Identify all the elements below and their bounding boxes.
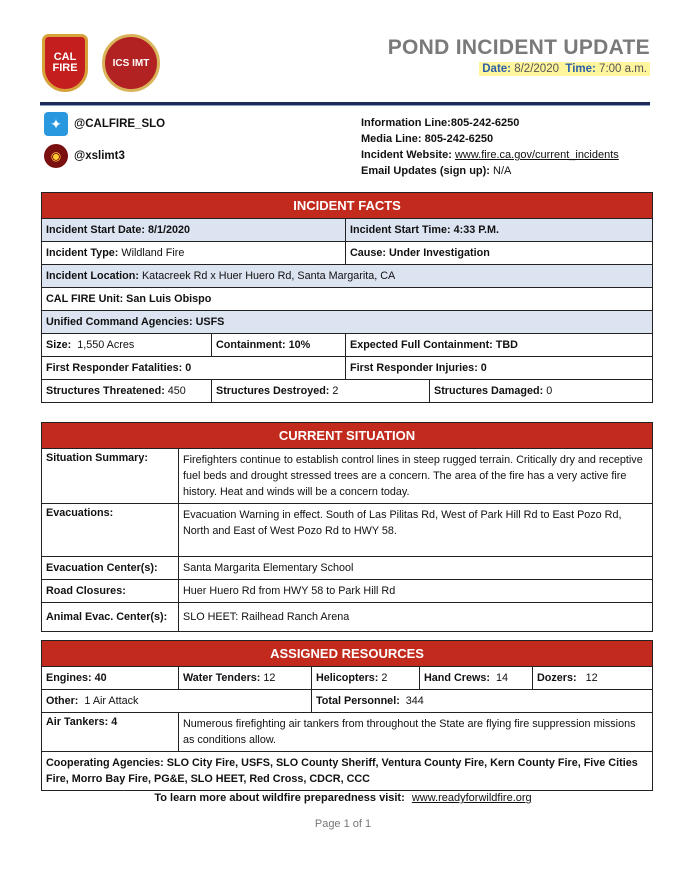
structures-damaged-label: Structures Damaged: <box>434 385 544 397</box>
evacuations-value: Evacuation Warning in effect. South of Las Pilitas Rd, West of Park Hill Rd to East Pozo Rd, North and East of West Pozo Rd to HWY 58. <box>179 504 653 557</box>
structures-threatened <box>42 380 212 403</box>
helicopters-value: 2 <box>381 672 388 684</box>
website-line <box>361 147 619 163</box>
twitter-contact[interactable] <box>44 112 165 136</box>
expected-full-containment: Expected Full Containment: TBD <box>346 334 653 357</box>
dozers <box>533 667 653 690</box>
first-responder-injuries: First Responder Injuries: 0 <box>346 357 653 380</box>
current-situation-heading: CURRENT SITUATION <box>42 423 653 449</box>
situation-summary-label: Situation Summary: <box>42 449 179 504</box>
imt-logo-text: ICS IMT <box>112 57 150 69</box>
cal-fire-logo <box>42 34 88 92</box>
water-tenders <box>179 667 312 690</box>
assigned-resources-table <box>41 640 653 791</box>
imt-logo <box>102 34 160 92</box>
website-link[interactable]: www.fire.ca.gov/current_incidents <box>454 149 619 161</box>
unified-command-agencies: Unified Command Agencies: USFS <box>42 311 653 334</box>
date-value: 8/2/2020 <box>514 63 559 75</box>
website-label: Incident Website: <box>361 149 452 161</box>
helicopters <box>312 667 420 690</box>
other-resources-value: 1 Air Attack <box>84 695 139 707</box>
cal-fire-logo-text: CAL FIRE <box>52 51 78 74</box>
learn-more-text: To learn more about wildfire preparedness visit: <box>154 792 405 804</box>
structures-destroyed <box>212 380 430 403</box>
date-label: Date: <box>482 63 512 75</box>
incident-location <box>42 265 653 288</box>
twitter-icon: ✦ <box>44 112 68 136</box>
animal-evac-center-label: Animal Evac. Center(s): <box>42 603 179 632</box>
incident-cause: Cause: Under Investigation <box>346 242 653 265</box>
hand-crews <box>420 667 533 690</box>
incident-start-time: Incident Start Time: 4:33 P.M. <box>346 219 653 242</box>
road-closures-label: Road Closures: <box>42 580 179 603</box>
social-contacts <box>44 112 165 176</box>
structures-destroyed-label: Structures Destroyed: <box>216 385 330 397</box>
cooperating-agencies: Cooperating Agencies: SLO City Fire, USFS, SLO County Sheriff, Ventura County Fire, Kern County Fire, Five Cities Fire, Morro Bay Fire, PG&E, SLO HEET, Red Cross, CDCR, CCC <box>42 752 653 791</box>
incident-facts-table <box>41 192 653 403</box>
hand-crews-label: Hand Crews: <box>424 672 490 684</box>
incident-location-value: Katacreek Rd x Huer Huero Rd, Santa Margarita, CA <box>141 270 396 282</box>
animal-evac-center-value: SLO HEET: Railhead Ranch Arena <box>179 603 653 632</box>
email-label: Email Updates (sign up): <box>361 165 490 177</box>
evacuation-center-value: Santa Margarita Elementary School <box>179 557 653 580</box>
media-line-value: 805-242-6250 <box>424 133 494 145</box>
page-number: Page 1 of 1 <box>314 818 372 830</box>
current-situation-table <box>41 422 653 632</box>
water-tenders-value: 12 <box>263 672 276 684</box>
evacuation-center-label: Evacuation Center(s): <box>42 557 179 580</box>
incident-size <box>42 334 212 357</box>
structures-destroyed-value: 2 <box>332 385 339 397</box>
email-value: N/A <box>493 165 512 177</box>
structures-damaged-value: 0 <box>546 385 553 397</box>
incident-size-label: Size: <box>46 339 72 351</box>
air-tankers-label: Air Tankers: 4 <box>42 713 179 752</box>
first-responder-fatalities: First Responder Fatalities: 0 <box>42 357 346 380</box>
time-label: Time: <box>565 63 596 75</box>
instagram-icon: ◉ <box>44 144 68 168</box>
structures-damaged <box>430 380 653 403</box>
assigned-resources-heading: ASSIGNED RESOURCES <box>42 641 653 667</box>
total-personnel-value: 344 <box>405 695 424 707</box>
air-tankers-value: Numerous firefighting air tankers from throughout the State are flying fire suppression missions as conditions allow. <box>179 713 653 752</box>
other-resources-label: Other: <box>46 695 79 707</box>
incident-location-label: Incident Location: <box>46 270 139 282</box>
engines-label: Engines: <box>46 672 92 684</box>
page-title: POND INCIDENT UPDATE <box>387 36 650 59</box>
incident-size-value: 1,550 Acres <box>77 339 135 351</box>
media-line <box>361 131 619 147</box>
incident-start-date: Incident Start Date: 8/1/2020 <box>42 219 346 242</box>
info-line <box>361 115 619 131</box>
road-closures-value: Huer Huero Rd from HWY 58 to Park Hill Rd <box>179 580 653 603</box>
dozers-value: 12 <box>585 672 598 684</box>
dozers-label: Dozers: <box>537 672 577 684</box>
header-logos <box>42 34 160 92</box>
water-tenders-label: Water Tenders: <box>183 672 261 684</box>
helicopters-label: Helicopters: <box>316 672 379 684</box>
info-line-label: Information Line: <box>361 117 451 129</box>
twitter-handle[interactable]: @CALFIRE_SLO <box>74 118 166 130</box>
evacuations-label: Evacuations: <box>42 504 179 557</box>
total-personnel-label: Total Personnel: <box>316 695 400 707</box>
incident-type-value: Wildland Fire <box>121 247 185 259</box>
time-value: 7:00 a.m. <box>599 63 647 75</box>
situation-summary-value: Firefighters continue to establish control lines in steep rugged terrain. Critically dry and receptive fuel beds and drought stressed trees are a concern. The area of the fire has a very active fire history. Heat and winds will be a concern today. <box>179 449 653 504</box>
incident-type-label: Incident Type: <box>46 247 119 259</box>
engines-value: 40 <box>94 672 107 684</box>
contact-lines <box>361 115 619 179</box>
ready-for-wildfire-link[interactable]: www.readyforwildfire.org <box>411 792 532 804</box>
other-resources <box>42 690 312 713</box>
structures-threatened-value: 450 <box>167 385 186 397</box>
engines <box>42 667 179 690</box>
info-line-value: 805-242-6250 <box>450 117 520 129</box>
incident-facts-heading: INCIDENT FACTS <box>42 193 653 219</box>
containment: Containment: 10% <box>212 334 346 357</box>
incident-type <box>42 242 346 265</box>
media-line-label: Media Line: <box>361 133 422 145</box>
instagram-handle[interactable]: @xslimt3 <box>74 150 125 162</box>
email-line <box>361 163 619 179</box>
footer-learn-more <box>0 792 686 804</box>
total-personnel <box>312 690 653 713</box>
instagram-contact[interactable] <box>44 144 165 168</box>
cal-fire-unit: CAL FIRE Unit: San Luis Obispo <box>42 288 653 311</box>
structures-threatened-label: Structures Threatened: <box>46 385 165 397</box>
hand-crews-value: 14 <box>496 672 509 684</box>
date-time-line <box>479 62 650 76</box>
header-divider <box>40 102 650 106</box>
